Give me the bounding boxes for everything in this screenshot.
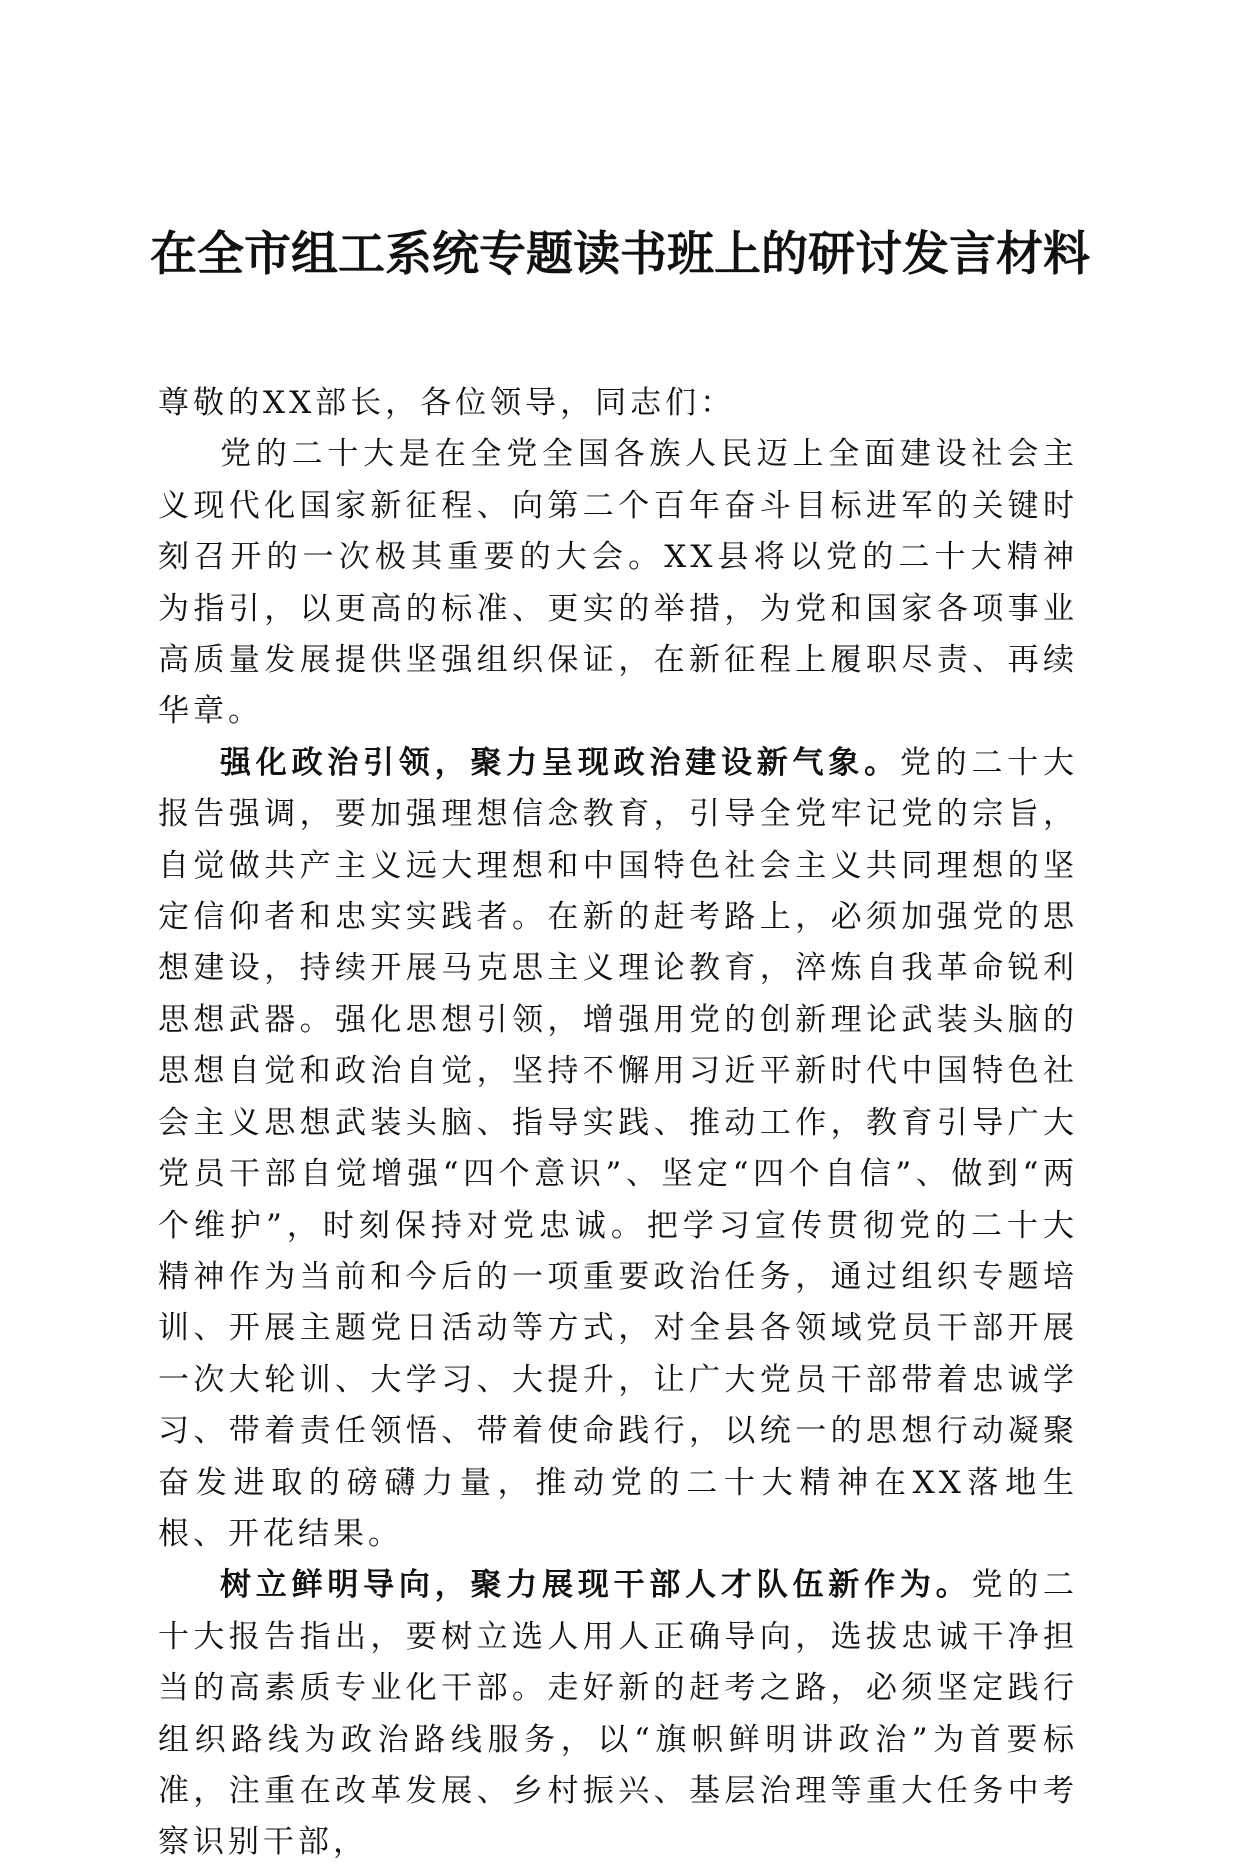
document-body [158, 378, 1078, 1869]
salutation: 尊敬的XX部长，各位领导，同志们： [158, 385, 736, 421]
paragraph-lead-heading: 强化政治引领，聚力呈现政治建设新气象。 [220, 744, 900, 781]
paragraph-political-leadership [158, 738, 1078, 1561]
paragraph-lead-heading: 树立鲜明导向，聚力展现干部人才队伍新作为。 [220, 1567, 972, 1604]
paragraph-text: 党的二十大报告指出，要树立选人用人正确导向，选拔忠诚干净担当的高素质专业化干部。走好新的赶考之路，必须坚定践行组织路线为政治路线服务，以“旗帜鲜明讲政治”为首要标准，注重在改革发展、乡村振兴、基层治理等重大任务中考察识别干部， [158, 1567, 1079, 1861]
document-title: 在全市组工系统专题读书班上的研讨发言材料 [150, 227, 1090, 282]
paragraph-cadre-orientation [158, 1560, 1078, 1868]
paragraph-text: 党的二十大报告强调，要加强理想信念教育，引导全党牢记党的宗旨，自觉做共产主义远大理想和中国特色社会主义共同理想的坚定信仰者和忠实实践者。在新的赶考路上，必须加强党的思想建设，持续开展马克思主义理论教育，淬炼自我革命锐利思想武器。强化思想引领，增强用党的创新理论武装头脑的思想自觉和政治自觉，坚持不懈用习近平新时代中国特色社会主义思想武装头脑、指导实践、推动工作，教育引导广大党员干部自觉增强“四个意识”、坚定“四个自信”、做到“两个维护”，时刻保持对党忠诚。把学习宣传贯彻党的二十大精神作为当前和今后的一项重要政治任务，通过组织专题培训、开展主题党日活动等方式，对全县各领域党员干部开展一次大轮训、大学习、大提升，让广大党员干部带着忠诚学习、带着责任领悟、带着使命践行，以统一的思想行动凝聚奋发进取的磅礴力量，推动党的二十大精神在XX落地生根、开花结果。 [158, 744, 1079, 1552]
paragraph-intro [158, 429, 1078, 737]
paragraph-text: 党的二十大是在全党全国各族人民迈上全面建设社会主义现代化国家新征程、向第二个百年奋斗目标进军的关键时刻召开的一次极其重要的大会。XX县将以党的二十大精神为指引，以更高的标准、更实的举措，为党和国家各项事业高质量发展提供坚强组织保证，在新征程上履职尽责、再续华章。 [158, 436, 1078, 730]
